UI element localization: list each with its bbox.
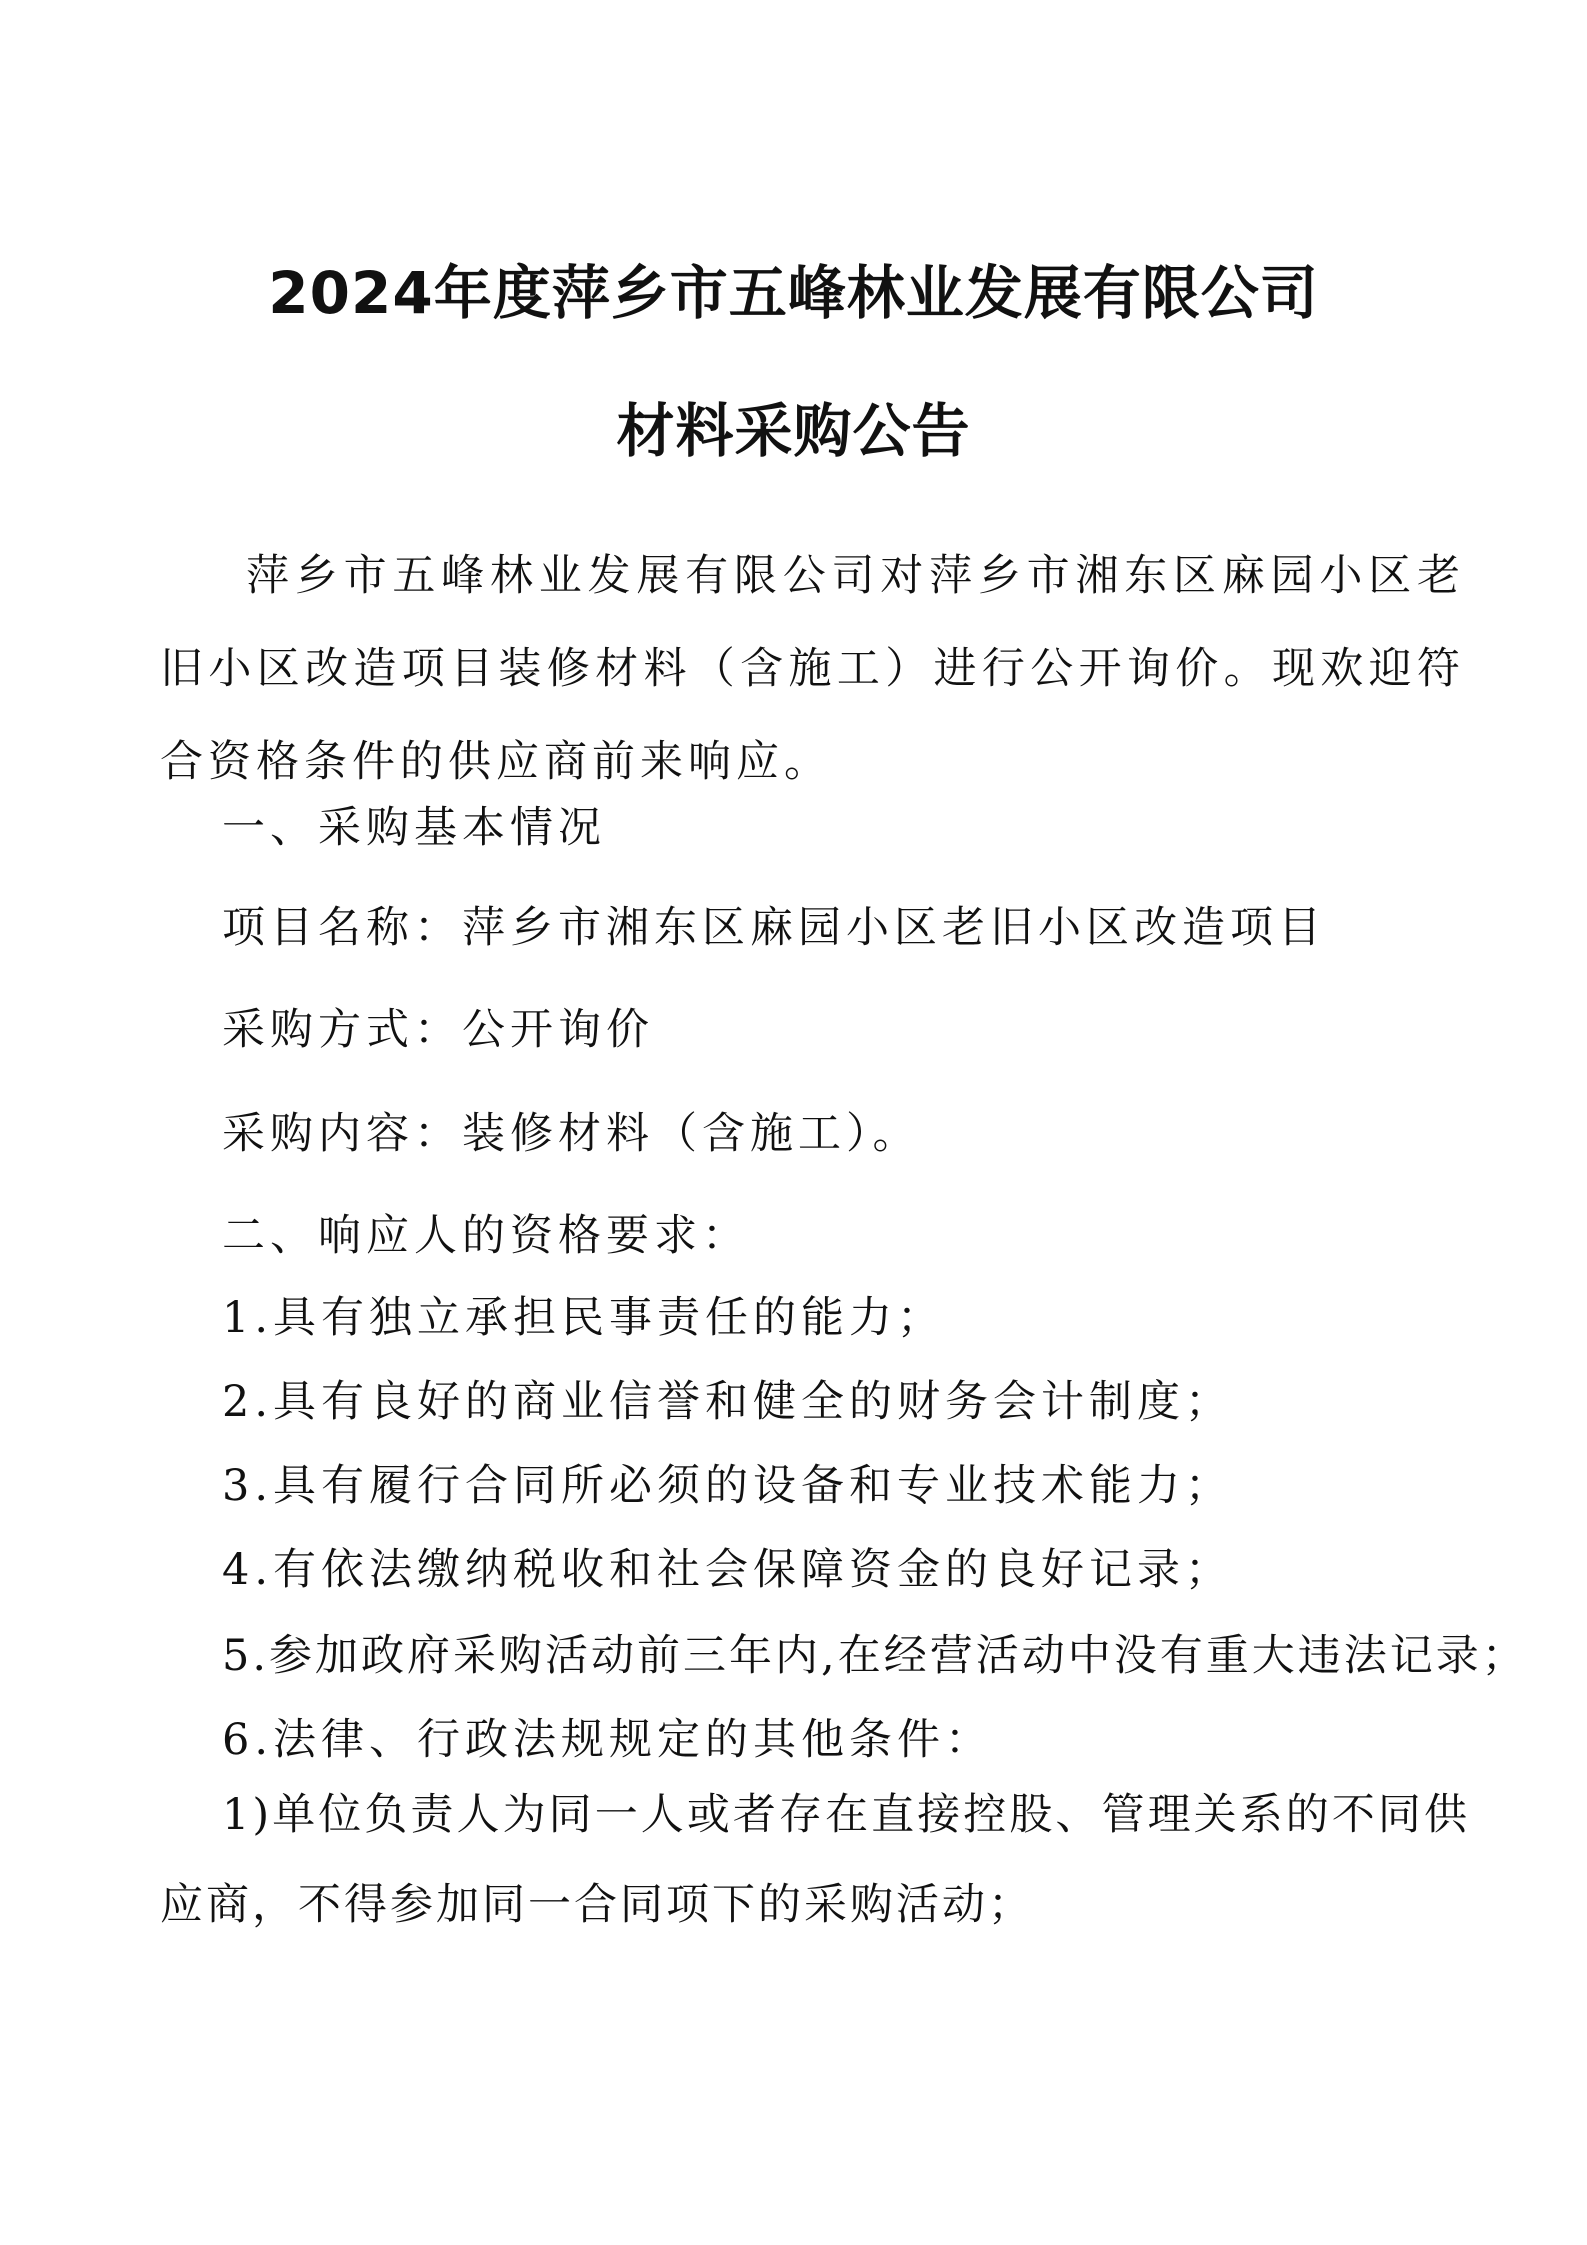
requirement-item: 1.具有独立承担民事责任的能力； <box>222 1293 946 1343</box>
document-title-line2: 材料采购公告 <box>616 397 971 465</box>
requirement-item: 4.有依法缴纳税收和社会保障资金的良好记录； <box>222 1545 1234 1595</box>
project-name-line: 项目名称：萍乡市湘东区麻园小区老旧小区改造项目 <box>222 903 1326 953</box>
procurement-method-line: 采购方式：公开询价 <box>222 1005 654 1055</box>
section1-heading: 一、采购基本情况 <box>222 803 606 853</box>
requirement-item: 3.具有履行合同所必须的设备和专业技术能力； <box>222 1461 1234 1511</box>
requirement-item: 2.具有良好的商业信誉和健全的财务会计制度； <box>222 1377 1234 1427</box>
procurement-content-line: 采购内容：装修材料（含施工）。 <box>222 1109 921 1159</box>
document-title-line1: 2024年度萍乡市五峰林业发展有限公司 <box>268 259 1319 327</box>
requirement-sub-item: 1)单位负责人为同一人或者存在直接控股、管理关系的不同供应商，不得参加同一合同项下的采购活动； <box>160 1790 1470 1930</box>
intro-paragraph: 萍乡市五峰林业发展有限公司对萍乡市湘东区麻园小区老旧小区改造项目装修材料（含施工）进行公开询价。现欢迎符合资格条件的供应商前来响应。 <box>160 551 1465 787</box>
section2-heading: 二、响应人的资格要求： <box>222 1211 750 1261</box>
requirement-item: 6.法律、行政法规规定的其他条件： <box>222 1715 994 1765</box>
requirement-item: 5.参加政府采购活动前三年内,在经营活动中没有重大违法记录； <box>222 1631 1528 1681</box>
